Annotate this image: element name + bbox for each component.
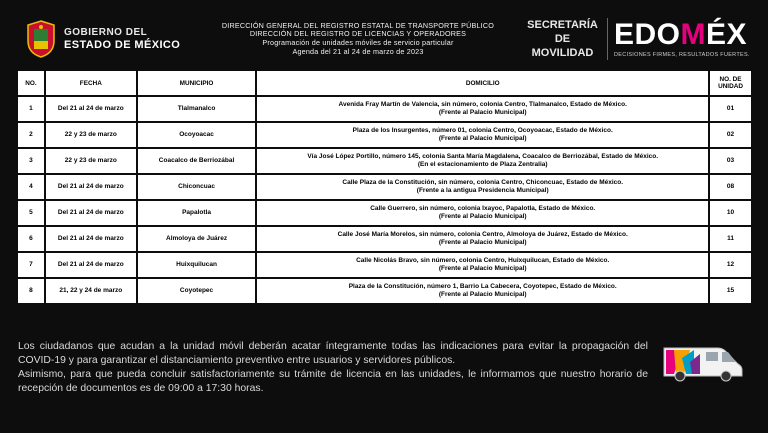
cell-domicilio	[257, 279, 708, 303]
secretaria-line1: SECRETARÍA DE	[527, 19, 598, 45]
domicilio-reference: (Frente al Palacio Municipal)	[438, 109, 527, 116]
table-row	[18, 253, 751, 277]
edomex-tagline: DECISIONES FIRMES, RESULTADOS FUERTES.	[614, 52, 750, 58]
cell-unidad: 15	[710, 279, 751, 303]
footer-notice	[18, 340, 648, 396]
cell-unidad: 11	[710, 227, 751, 251]
domicilio-reference: (Frente al Palacio Municipal)	[438, 239, 527, 246]
cell-fecha: Del 21 al 24 de marzo	[46, 175, 136, 199]
header-title-line: DIRECCIÓN DEL REGISTRO DE LICENCIAS Y OPERADORES	[249, 29, 467, 39]
cell-no: 8	[18, 279, 44, 303]
cell-municipio: Coyotepec	[138, 279, 256, 303]
page-header	[14, 12, 756, 66]
cell-municipio: Chiconcuac	[138, 175, 256, 199]
unidad-header-line: UNIDAD	[718, 83, 743, 90]
cell-municipio: Tlalmanalco	[138, 97, 256, 121]
cell-no: 4	[18, 175, 44, 199]
cell-no: 3	[18, 149, 44, 173]
cell-no: 1	[18, 97, 44, 121]
domicilio-reference: (Frente a la antigua Presidencia Municipal)	[416, 187, 549, 194]
cell-unidad: 03	[710, 149, 751, 173]
table-row	[18, 227, 751, 251]
domicilio-reference: (Frente al Palacio Municipal)	[438, 135, 527, 142]
cell-fecha: 22 y 23 de marzo	[46, 149, 136, 173]
table-row	[18, 201, 751, 225]
cell-unidad: 02	[710, 123, 751, 147]
domicilio-reference: (Frente al Palacio Municipal)	[438, 213, 527, 220]
cell-municipio: Huixquilucan	[138, 253, 256, 277]
col-header-fecha: FECHA	[46, 71, 136, 95]
header-title-line: DIRECCIÓN GENERAL DEL REGISTRO ESTATAL DE TRANSPORTE PÚBLICO	[221, 20, 495, 30]
table-row	[18, 279, 751, 303]
gob-line1: GOBIERNO DEL	[64, 27, 148, 38]
unidad-header-line: NO. DE	[719, 76, 742, 83]
domicilio-reference: (En el estacionamiento de Plaza Zentralia)	[417, 161, 548, 168]
cell-fecha: 21, 22 y 24 de marzo	[46, 279, 136, 303]
schedule-table	[16, 69, 753, 305]
cell-municipio: Coacalco de Berriozábal	[138, 149, 256, 173]
domicilio-address: Calle Plaza de la Constitución, sin número, colonia Centro, Chiconcuac, Estado de México.	[342, 179, 624, 186]
cell-unidad: 08	[710, 175, 751, 199]
cell-domicilio	[257, 253, 708, 277]
domicilio-address: Vía José López Portillo, número 145, colonia Santa María Magdalena, Coacalco de Berriozábal, Estado de México.	[307, 153, 659, 160]
domicilio-address: Calle Nicolás Bravo, sin número, colonia Centro, Huixquilucan, Estado de México.	[356, 257, 610, 264]
cell-domicilio	[257, 201, 708, 225]
table-header-row	[18, 71, 751, 95]
cell-no: 6	[18, 227, 44, 251]
cell-no: 2	[18, 123, 44, 147]
cell-municipio: Ocoyoacac	[138, 123, 256, 147]
header-title-line: Agenda del 21 al 24 de marzo de 2023	[292, 46, 424, 56]
cell-domicilio	[257, 227, 708, 251]
cell-no: 5	[18, 201, 44, 225]
cell-domicilio	[257, 97, 708, 121]
estado-de-mexico-seal-icon	[24, 19, 58, 59]
edomex-brand-part: EDO	[614, 18, 681, 51]
col-header-domicilio: DOMICILIO	[257, 71, 708, 95]
mobile-unit-van-icon	[660, 338, 746, 384]
header-title-block	[194, 22, 522, 56]
edomex-brand-accent: M	[680, 18, 707, 51]
cell-municipio: Almoloya de Juárez	[138, 227, 256, 251]
col-header-unidad	[710, 71, 751, 95]
gob-line2: ESTADO DE MÉXICO	[64, 39, 181, 51]
edomex-logo	[608, 20, 756, 58]
cell-fecha: 22 y 23 de marzo	[46, 123, 136, 147]
domicilio-address: Avenida Fray Martín de Valencia, sin número, colonia Centro, Tlalmanalco, Estado de México.	[338, 101, 627, 108]
col-header-municipio: MUNICIPIO	[138, 71, 256, 95]
cell-fecha: Del 21 al 24 de marzo	[46, 97, 136, 121]
cell-domicilio	[257, 123, 708, 147]
table-row	[18, 149, 751, 173]
secretaria-line2: MOVILIDAD	[531, 47, 594, 59]
edomex-brand-part: ÉX	[706, 18, 748, 51]
cell-fecha: Del 21 al 24 de marzo	[46, 227, 136, 251]
cell-municipio: Papalotla	[138, 201, 256, 225]
domicilio-address: Calle José María Morelos, sin número, colonia Centro, Almoloya de Juárez, Estado de México.	[337, 231, 628, 238]
cell-unidad: 12	[710, 253, 751, 277]
domicilio-address: Calle Guerrero, sin número, colonia Ixayoc, Papalotla, Estado de México.	[370, 205, 596, 212]
domicilio-address: Plaza de los Insurgentes, número 01, colonia Centro, Ocoyoacac, Estado de México.	[352, 127, 613, 134]
cell-domicilio	[257, 175, 708, 199]
table-row	[18, 123, 751, 147]
secretaria-movilidad-logo	[522, 18, 608, 60]
cell-no: 7	[18, 253, 44, 277]
table-row	[18, 97, 751, 121]
cell-unidad: 01	[710, 97, 751, 121]
cell-domicilio	[257, 149, 708, 173]
header-title-line: Programación de unidades móviles de servicio particular	[262, 38, 454, 47]
table-row	[18, 175, 751, 199]
footer-paragraph: Asimismo, para que pueda concluir satisfactoriamente su trámite de licencia en las unidades, le informamos que nuestro horario de recepción de documentos es de 09:00 a 17:30 horas.	[18, 369, 648, 394]
cell-fecha: Del 21 al 24 de marzo	[46, 253, 136, 277]
gobierno-logo	[14, 12, 194, 66]
footer-paragraph: Los ciudadanos que acudan a la unidad móvil deberán acatar íntegramente todas las indicaciones para evitar la propagación del COVID-19 y para garantizar el distanciamiento preventivo entre usuarios y servidores públicos.	[18, 341, 648, 366]
cell-fecha: Del 21 al 24 de marzo	[46, 201, 136, 225]
domicilio-address: Plaza de la Constitución, número 1, Barrio La Cabecera, Coyotepec, Estado de México.	[348, 283, 617, 290]
domicilio-reference: (Frente al Palacio Municipal)	[438, 291, 527, 298]
col-header-no: NO.	[18, 71, 44, 95]
cell-unidad: 10	[710, 201, 751, 225]
domicilio-reference: (Frente al Palacio Municipal)	[438, 265, 527, 272]
